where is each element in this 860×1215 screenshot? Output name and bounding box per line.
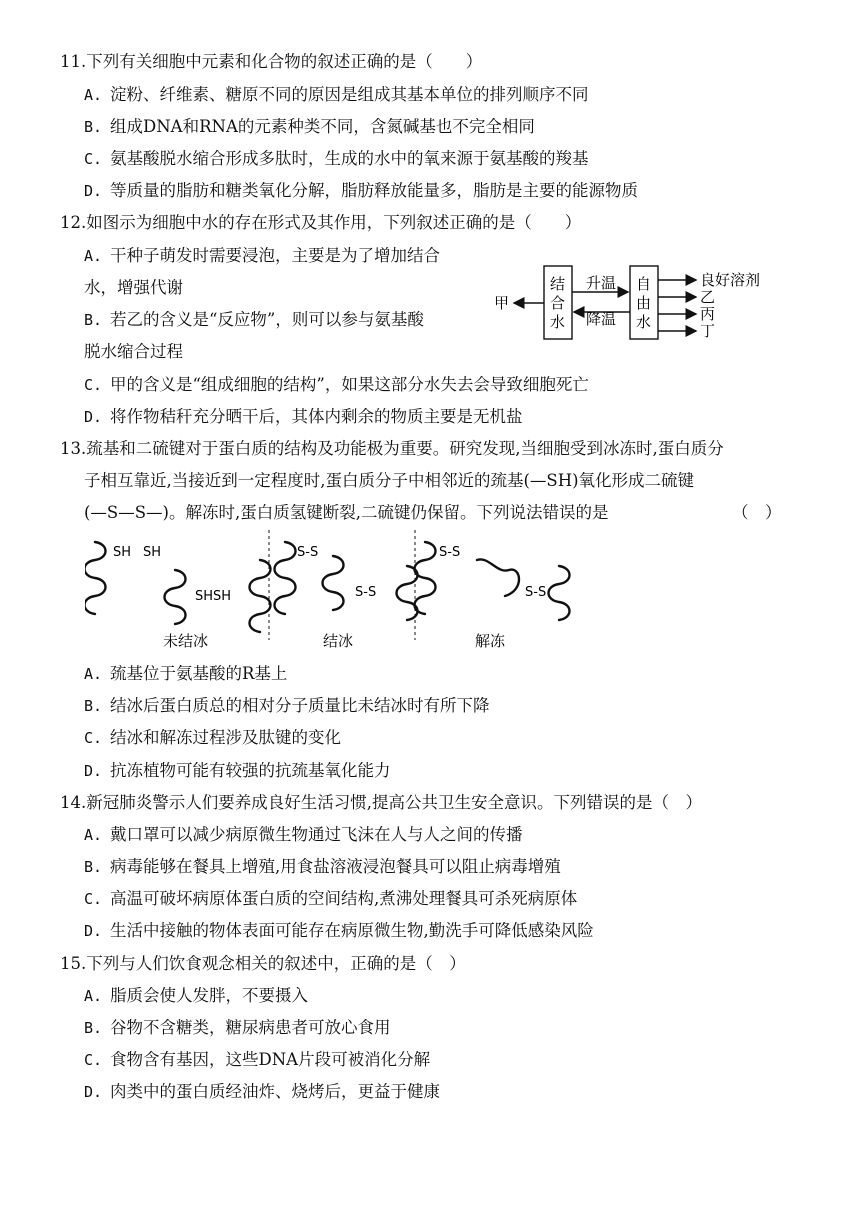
option-label: A. [84,86,103,104]
option-label: B. [84,118,103,136]
question-12-option-a-cont: 水，增强代谢 [84,278,183,297]
question-13-option-c [84,727,341,749]
option-label: A. [84,987,103,1005]
question-14-stem: 14.新冠肺炎警示人们要养成良好生活习惯,提高公共卫生安全意识。下列错误的是（ ） [60,793,702,812]
question-12-option-b [84,309,424,331]
option-text: 氨基酸脱水缩合形成多肽时，生成的水中的氧来源于氨基酸的羧基 [110,149,589,168]
ss-label: S-S [355,585,377,600]
option-label: B. [84,311,103,329]
option-label: C. [84,150,103,168]
option-label: D. [84,762,103,780]
question-13-answer-bracket: （ ） [732,503,782,522]
question-13-stem-line-3: (—S—S—)。解冻时,蛋白质氢键断裂,二硫键仍保留。下列说法错误的是 [84,503,609,522]
option-text: 结冰和解冻过程涉及肽键的变化 [110,728,341,747]
option-text: 组成DNA和RNA的元素种类不同，含氮碱基也不完全相同 [110,117,535,136]
option-text: 等质量的脂肪和糖类氧化分解，脂肪释放能量多，脂肪是主要的能源物质 [110,181,638,200]
sh-label: SH [113,545,132,560]
question-11-option-a [84,84,589,106]
question-15-option-a [84,985,308,1007]
option-text: 肉类中的蛋白质经油炸、烧烤后，更益于健康 [110,1082,440,1101]
water-forms-diagram [488,258,788,346]
protein-chain [85,542,106,614]
option-text: 高温可破坏病原体蛋白质的空间结构,煮沸处理餐具可杀死病原体 [110,889,578,908]
role-label: 丙 [700,305,716,323]
question-12-option-d [84,406,523,428]
protein-chain [549,566,570,620]
protein-chain [397,566,418,620]
question-12-option-b-cont: 脱水缩合过程 [84,342,183,361]
option-label: A. [84,247,103,265]
disulfide-bond-diagram [85,530,585,655]
question-14-option-d [84,920,594,942]
option-text: 干种子萌发时需要浸泡，主要是为了增加结合 [110,246,440,265]
ss-label: S-S [297,545,319,560]
option-label: C. [84,376,103,394]
stage-label: 未结冰 [163,632,209,650]
question-11-stem: 11.下列有关细胞中元素和化合物的叙述正确的是（ ） [60,52,483,71]
question-14-option-a [84,824,523,846]
jia-label: 甲 [494,294,510,312]
question-11-option-b [84,116,535,138]
option-label: D. [84,922,103,940]
option-label: C. [84,890,103,908]
option-label: B. [84,697,103,715]
protein-chain [323,556,344,610]
question-15-option-b [84,1017,391,1039]
option-text: 脂质会使人发胖，不要摄入 [110,986,308,1005]
protein-chain [275,542,296,614]
role-label: 乙 [700,288,716,306]
ss-label: S-S [525,585,547,600]
option-label: C. [84,729,103,747]
bound-water-char: 合 [550,294,566,312]
option-text: 巯基位于氨基酸的R基上 [110,664,288,683]
option-text: 生活中接触的物体表面可能存在病原微生物,勤洗手可降低感染风险 [110,921,594,940]
question-12-stem: 12.如图示为细胞中水的存在形式及其作用，下列叙述正确的是（ ） [60,213,582,232]
question-13-option-b [84,695,490,717]
protein-chain [250,560,271,632]
free-water-char: 自 [636,275,652,293]
question-12-option-a [84,245,440,267]
option-text: 抗冻植物可能有较强的抗巯基氧化能力 [110,761,391,780]
option-label: D. [84,1083,103,1101]
question-13-stem-line-1: 13.巯基和二硫键对于蛋白质的结构及功能极为重要。研究发现,当细胞受到冰冻时,蛋白质分 [60,439,724,458]
option-label: D. [84,408,103,426]
option-text: 病毒能够在餐具上增殖,用食盐溶液浸泡餐具可以阻止病毒增殖 [110,857,561,876]
protein-chain [165,570,186,624]
question-15-option-c [84,1049,430,1071]
question-14-option-b [84,856,561,878]
option-text: 若乙的含义是“反应物”，则可以参与氨基酸 [110,310,424,329]
question-13-option-d [84,760,391,782]
question-15-option-d [84,1081,440,1103]
option-label: C. [84,1051,103,1069]
option-label: A. [84,826,103,844]
sh-label: SH [143,545,162,560]
ss-label: S-S [439,545,461,560]
option-text: 食物含有基因，这些DNA片段可被消化分解 [110,1050,431,1069]
free-water-char: 水 [636,313,652,331]
question-13-stem-line-2: 子相互靠近,当接近到一定程度时,蛋白质分子中相邻近的巯基(—SH)氧化形成二硫键 [84,471,695,490]
option-label: B. [84,858,103,876]
option-text: 结冰后蛋白质总的相对分子质量比未结冰时有所下降 [110,696,490,715]
heat-label: 升温 [586,274,617,292]
option-label: B. [84,1019,103,1037]
stage-label: 结冰 [323,632,354,650]
question-15-stem: 15.下列与人们饮食观念相关的叙述中，正确的是（ ） [60,954,466,973]
option-label: A. [84,665,103,683]
option-text: 淀粉、纤维素、糖原不同的原因是组成其基本单位的排列顺序不同 [110,85,589,104]
bound-water-char: 结 [550,275,566,293]
question-14-option-c [84,888,577,910]
question-13-option-a [84,663,287,685]
protein-chain [477,559,519,596]
role-label: 丁 [700,322,716,340]
bound-water-char: 水 [550,313,566,331]
shsh-label: SHSH [195,589,232,604]
question-12-option-c [84,374,589,396]
stage-label: 解冻 [475,632,506,650]
cool-label: 降温 [586,310,617,328]
option-text: 甲的含义是“组成细胞的结构”，如果这部分水失去会导致细胞死亡 [110,375,589,394]
question-11-option-c [84,148,589,170]
option-text: 戴口罩可以减少病原微生物通过飞沫在人与人之间的传播 [110,825,523,844]
question-11-option-d [84,180,638,202]
option-label: D. [84,182,103,200]
option-text: 谷物不含糖类，糖尿病患者可放心食用 [110,1018,391,1037]
role-label: 良好溶剂 [700,271,761,289]
free-water-char: 由 [636,294,652,312]
option-text: 将作物秸秆充分晒干后，其体内剩余的物质主要是无机盐 [110,407,523,426]
